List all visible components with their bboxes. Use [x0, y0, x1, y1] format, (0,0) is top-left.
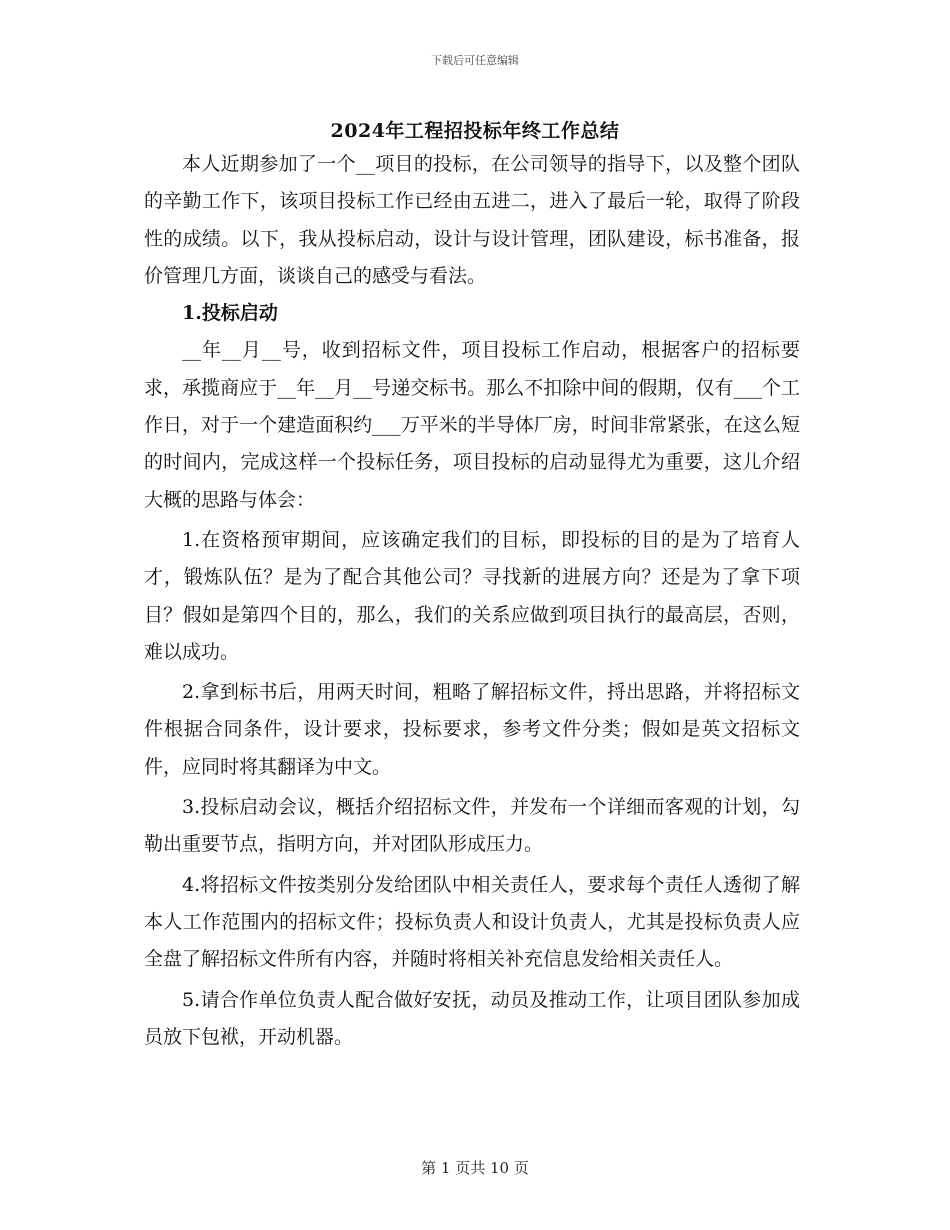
section-paragraph: __年__月__号，收到招标文件，项目投标工作启动，根据客户的招标要求，承揽商应于__年__月__号递交标书。那么不扣除中间的假期，仅有___个工作日，对于一个建造面积约___万平米的半导体厂房，时间非常紧张，在这么短的时间内，完成这样一个投标任务，项目投标的启动显得尤为重要，这儿介绍大概的思路与体会：: [144, 339, 800, 511]
list-item: 2.拿到标书后，用两天时间，粗略了解招标文件，捋出思路，并将招标文件根据合同条件，设计要求，投标要求，参考文件分类；假如是英文招标文件，应同时将其翻译为中文。: [144, 681, 800, 778]
page-number: 第 1 页共 10 页: [421, 1159, 529, 1177]
intro-paragraph: 本人近期参加了一个__项目的投标，在公司领导的指导下，以及整个团队的辛勤工作下，该项目投标工作已经由五进二，进入了最后一轮，取得了阶段性的成绩。以下，我从投标启动，设计与设计管理，团队建设，标书准备，报价管理几方面，谈谈自己的感受与看法。: [144, 153, 800, 287]
list-item: 4.将招标文件按类别分发给团队中相关责任人，要求每个责任人透彻了解本人工作范围内的招标文件；投标负责人和设计负责人，尤其是投标负责人应全盘了解招标文件所有内容，并随时将相关补充信息发给相关责任人。: [144, 873, 800, 971]
list-item: 3.投标启动会议，概括介绍招标文件，并发布一个详细而客观的计划，勾勒出重要节点，指明方向，并对团队形成压力。: [144, 796, 800, 856]
document-body: [144, 146, 800, 1056]
list-item: 1.在资格预审期间，应该确定我们的目标，即投标的目的是为了培育人才，锻炼队伍？是为了配合其他公司？寻找新的进展方向？还是为了拿下项目？假如是第四个目的，那么，我们的关系应做到项目执行的最高层，否则，难以成功。: [144, 528, 800, 663]
header-note: 下载后可任意编辑: [431, 54, 519, 67]
section-heading: 1.投标启动: [182, 302, 278, 325]
list-item: 5.请合作单位负责人配合做好安抚，动员及推动工作，让项目团队参加成员放下包袱，开动机器。: [144, 988, 800, 1048]
document-title: 2024年工程招投标年终工作总结: [330, 120, 620, 142]
